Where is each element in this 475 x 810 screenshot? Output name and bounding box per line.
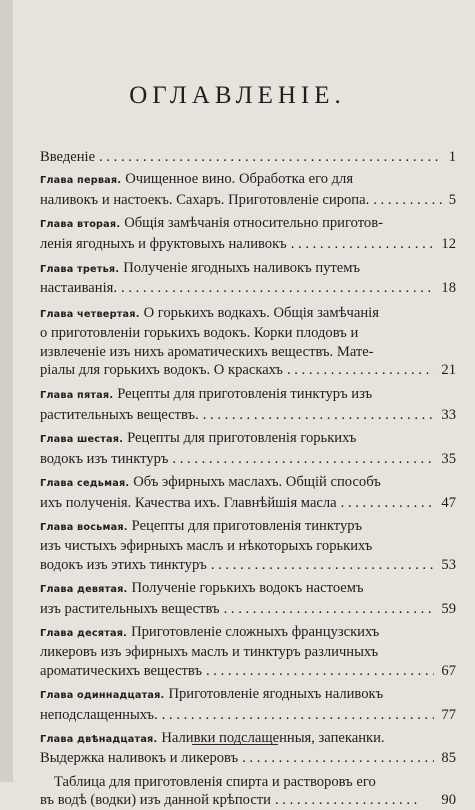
toc-entry-line: [40, 517, 456, 537]
toc-chapter-label: Глава девятая.: [40, 584, 128, 596]
toc-entry-line: [40, 429, 456, 449]
toc-entry-text: Рецепты для приготовленія тинктуръ изъ: [117, 386, 373, 403]
toc-entry-text: Рецепты для приготовленія горькихъ: [127, 430, 357, 447]
toc-entry-line: [40, 235, 434, 253]
page-edge: [0, 0, 13, 782]
toc-page-number: 77: [441, 706, 456, 723]
toc-entry-text: Выдержка наливокъ и ликеровъ: [40, 750, 239, 767]
toc-entry-line: [40, 324, 456, 342]
toc-entry-text: ароматическихъ веществъ: [40, 662, 202, 679]
toc-entry-text: Приготовленіе ягодныхъ наливокъ: [168, 686, 384, 703]
toc-entry-text: извлеченіе изъ нихъ ароматическихъ веществъ. Мате-: [40, 343, 374, 360]
toc-entry: [40, 685, 456, 724]
toc-entry-text: Объ эфирныхъ маслахъ. Общій способъ: [133, 474, 381, 491]
toc-chapter-label: Глава третья.: [40, 264, 120, 276]
toc-entry-line: [40, 729, 456, 749]
toc-entry: [40, 429, 456, 468]
toc-entry-text: неподслащенныхъ.: [40, 706, 158, 723]
toc-page-number: 35: [441, 450, 456, 467]
toc-entry-text: Полученіе ягодныхъ наливокъ путемъ: [123, 260, 361, 277]
toc-chapter-label: Глава десятая.: [40, 627, 128, 639]
toc-entry: [40, 579, 456, 618]
toc-entry-line: [40, 494, 434, 512]
toc-page-number: 18: [441, 280, 456, 297]
toc-page-number: 1: [448, 149, 456, 165]
toc-entry-text: О горькихъ водкахъ. Общія замѣчанія: [143, 304, 379, 321]
toc-chapter-label: Глава шестая.: [40, 434, 124, 446]
toc-entry-line: [40, 361, 434, 379]
toc-page-number: 33: [441, 406, 456, 423]
toc-entry-text: Очищенное вино. Обработка его для: [125, 171, 354, 188]
toc-entry-text: изъ растительныхъ веществъ: [40, 600, 220, 617]
toc-entry-text: ріалы для горькихъ водокъ. О краскахъ: [40, 362, 283, 379]
toc-entry-text: ихъ полученія. Качества ихъ. Главнѣйшія масла: [40, 494, 337, 511]
toc-entry-line: [40, 662, 434, 680]
toc-entry-text: Таблица для приготовленія спирта и растворовъ его: [54, 773, 376, 790]
toc-entry-line: [40, 191, 442, 209]
closing-rule: [192, 744, 278, 745]
toc-entry-text: растительныхъ веществъ.: [40, 406, 199, 423]
toc-entry-line: [40, 643, 456, 661]
toc-chapter-label: Глава вторая.: [40, 219, 121, 231]
toc-page-number: 67: [441, 662, 456, 679]
toc-entry-line: [40, 304, 456, 324]
toc-entry-line: [40, 343, 456, 361]
toc-entry-text: Общія замѣчанія относительно приготов-: [124, 215, 383, 232]
toc-entry-line: [40, 749, 434, 767]
toc-entry: [40, 623, 456, 680]
toc-entry-line: [40, 170, 456, 190]
toc-chapter-label: Глава двѣнадцатая.: [40, 733, 158, 745]
toc-entry-line: [40, 214, 456, 234]
toc-entry-text: наливокъ и настоекъ. Сахаръ. Приготовленіе сиропа.: [40, 191, 370, 208]
toc-entry-line: [40, 685, 456, 705]
toc-page-number: 59: [441, 600, 456, 617]
toc-entry-line: [40, 600, 434, 618]
toc-entry: [40, 259, 456, 298]
toc-entry-text: водокъ изъ этихъ тинктуръ: [40, 556, 207, 573]
toc-page-number: 85: [441, 750, 456, 767]
toc-entry: [40, 214, 456, 253]
toc-chapter-label: Глава первая.: [40, 175, 122, 187]
toc-entry-text: ликеровъ изъ эфирныхъ маслъ и тинктуръ различныхъ: [40, 644, 379, 661]
toc-entry-line: [40, 450, 434, 468]
toc-entry-line: [40, 556, 434, 574]
toc-entry-line: [40, 406, 434, 424]
toc-chapter-label: Глава седьмая.: [40, 478, 130, 490]
toc-chapter-label: Глава восьмая.: [40, 521, 128, 533]
toc-entry-text: ленія ягодныхъ и фруктовыхъ наливокъ: [40, 235, 287, 252]
toc-entry: [40, 729, 456, 768]
toc-entry-line: [40, 579, 456, 599]
toc-entry-text: Введеніе: [40, 149, 96, 165]
page-title: ОГЛАВЛЕНІЕ.: [129, 82, 346, 109]
toc-entry-text: изъ чистыхъ эфирныхъ маслъ и нѣкоторыхъ горькихъ: [40, 538, 373, 555]
toc-entry-line: [40, 537, 456, 555]
toc-entry: [40, 170, 456, 209]
toc-entry: [40, 773, 456, 810]
toc-entry-line: [40, 623, 456, 643]
toc-entry-text: о приготовленіи горькихъ водокъ. Корки плодовъ и: [40, 325, 359, 342]
toc-entry-text: водокъ изъ тинктуръ: [40, 450, 169, 467]
toc-entry: [40, 473, 456, 512]
toc-entry-line: [40, 473, 456, 493]
toc-chapter-label: Глава одиннадцатая.: [40, 690, 165, 702]
toc-entry-text: настаиванія.: [40, 280, 118, 297]
table-of-contents: [40, 148, 456, 810]
toc-entry-line: [40, 706, 434, 724]
toc-entry-line: [40, 385, 456, 405]
toc-page-number: 53: [441, 556, 456, 573]
toc-entry-line: [40, 148, 442, 166]
toc-entry: [40, 148, 456, 166]
toc-entry-text: въ водѣ (водки) изъ данной крѣпости: [40, 792, 271, 809]
toc-chapter-label: Глава пятая.: [40, 390, 114, 402]
toc-entry-line: [40, 791, 420, 809]
toc-chapter-label: Глава четвертая.: [40, 308, 140, 320]
toc-entry: [40, 517, 456, 574]
toc-entry-line: [40, 279, 434, 297]
toc-entry-text: Приготовленіе сложныхъ французскихъ: [131, 623, 380, 640]
toc-entry: [40, 304, 456, 380]
toc-entry-line: [40, 259, 456, 279]
toc-entry-text: Полученіе горькихъ водокъ настоемъ: [131, 580, 364, 597]
toc-entry: [40, 385, 456, 424]
toc-entry-text: Рецепты для приготовленія тинктуръ: [131, 517, 363, 534]
toc-page-number: 12: [441, 235, 456, 252]
toc-page-number: 21: [441, 362, 456, 379]
toc-entry-text: Наливки подслащенныя, запеканки.: [161, 729, 385, 746]
toc-page-number: 90: [441, 792, 456, 809]
toc-page-number: 5: [448, 191, 456, 208]
toc-page-number: 47: [441, 494, 456, 511]
